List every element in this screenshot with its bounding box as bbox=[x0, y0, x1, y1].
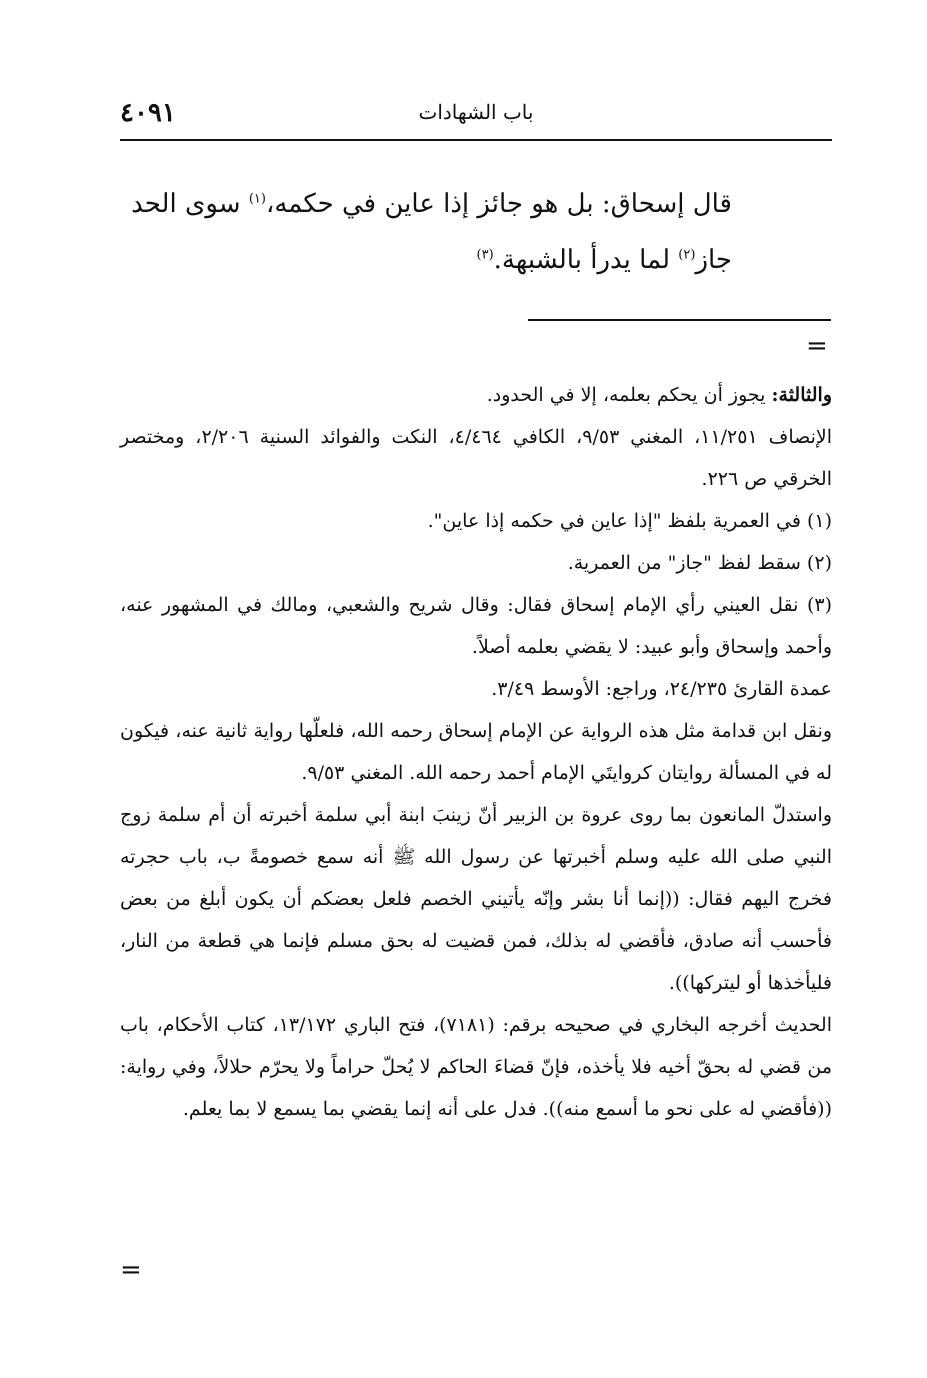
main-line-1 bbox=[120, 176, 732, 232]
footnote-1: (١) في العمرية بلفظ "إذا عاين في حكمه إذا عاين". bbox=[427, 510, 832, 532]
third-text: يجوز أن يحكم بعلمه، إلا في الحدود. bbox=[486, 384, 772, 406]
page-header bbox=[120, 88, 832, 132]
main-text bbox=[120, 176, 732, 288]
third-label: والثالثة: bbox=[771, 384, 832, 406]
footnote-ref-2: (٢) bbox=[678, 247, 696, 263]
page-number: ٤٠٩١ bbox=[120, 98, 176, 128]
footnote-sources: الإنصاف ١١/٢٥١، المغني ٩/٥٣، الكافي ٤/٤٦٤، النكت والفوائد السنية ٢/٢٠٦، ومختصر الخرقي ص ٢٢٦. bbox=[120, 426, 833, 490]
footnote-3-bukhari: الحديث أخرجه البخاري في صحيحه برقم: (٧١٨١)، فتح الباري ١٣/١٧٢، كتاب الأحكام، باب من قضي له بحقّ أخيه فلا يأخذه، فإنّ قضاءَ الحاكم لا يُحلّ حراماً ولا يحرّم حلالاً، وفي رواية: ((فأقضي له على نحو ما أسمع منه)). فدل على أنه إنما يقضي بما يسمع لا بما يعلم. bbox=[120, 1014, 832, 1120]
footnote-separator bbox=[528, 319, 831, 321]
continuation-mark: = bbox=[806, 331, 828, 361]
main-line-2-mid: لما يدرأ بالشبهة. bbox=[493, 245, 679, 275]
footnote-2: (٢) سقط لفظ "جاز" من العمرية. bbox=[567, 552, 832, 574]
footnote-3-ibn-qudama: ونقل ابن قدامة مثل هذه الرواية عن الإمام إسحاق رحمه الله، فلعلّها رواية ثانية عنه، فيكون له في المسألة روايتان كروايتَي الإمام أحمد رحمه الله. المغني ٩/٥٣. bbox=[120, 720, 832, 784]
main-line-1-text: قال إسحاق: بل هو جائز إذا عاين في حكمه، bbox=[265, 189, 732, 219]
main-line-2 bbox=[120, 232, 732, 288]
footnotes bbox=[120, 374, 832, 1130]
running-title: باب الشهادات bbox=[418, 100, 534, 124]
footnote-third-view bbox=[120, 374, 832, 416]
continues-mark: = bbox=[120, 1255, 142, 1285]
footnote-3: (٣) نقل العيني رأي الإمام إسحاق فقال: وقال شريح والشعبي، ومالك في المشهور عنه، وأحمد وإسحاق وأبو عبيد: لا يقضي بعلمه أصلاً. bbox=[120, 594, 832, 658]
header-rule bbox=[120, 139, 832, 141]
footnote-3-hadith: واستدلّ المانعون بما روى عروة بن الزبير أنّ زينبَ ابنة أبي سلمة أخبرته أن أم سلمة زوج النبي صلى الله عليه وسلم أخبرتها عن رسول الله ﷺ أنه سمع خصومةً ب، باب حجرته فخرج اليهم فقال: ((إنما أنا بشر وإنّه يأتيني الخصم فلعل بعضكم أن يكون أبلغ من بعض فأحسب أنه صادق، فأقضي له بذلك، فمن قضيت له بحق مسلم فإنما هي قطعة من النار، فليأخذها أو ليتركها)). bbox=[120, 804, 832, 994]
footnote-ref-1: (١) bbox=[248, 191, 266, 207]
main-line-1-tail: سوى الحد bbox=[131, 189, 249, 219]
footnote-ref-3: (٣) bbox=[476, 247, 494, 263]
main-line-2-text: جاز bbox=[695, 245, 732, 275]
footnote-3-citation: عمدة القارئ ٢٤/٢٣٥، وراجع: الأوسط ٣/٤٩. bbox=[491, 678, 832, 700]
